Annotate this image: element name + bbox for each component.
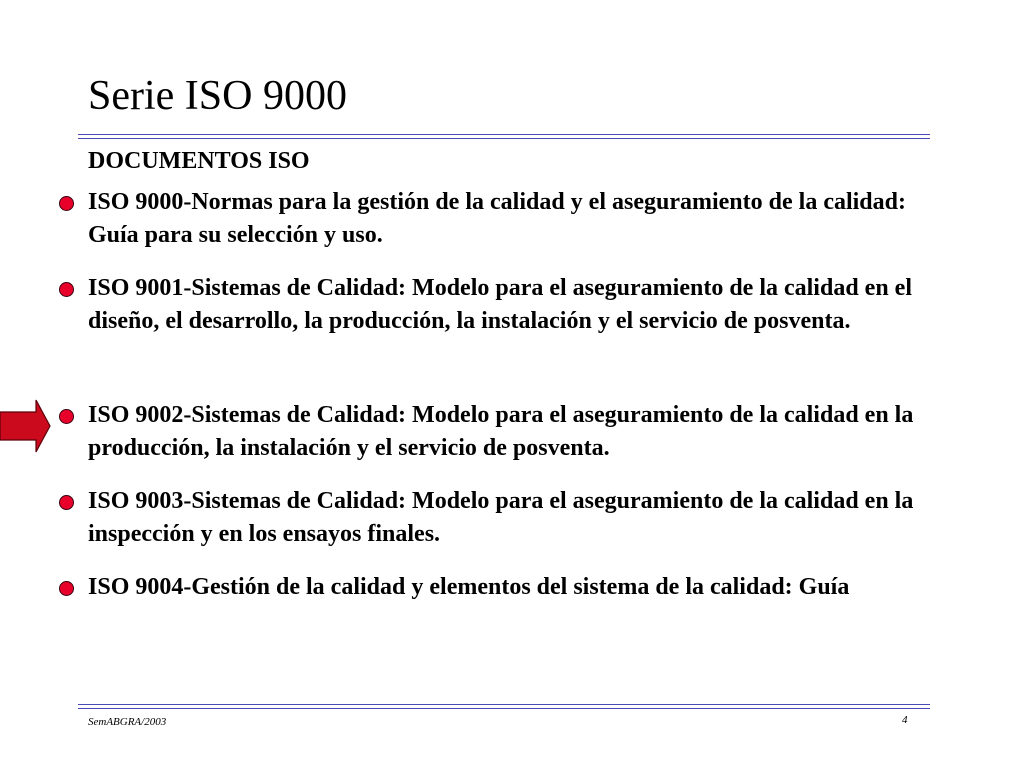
list-item-text: ISO 9004-Gestión de la calidad y elementos del sistema de la calidad: Guía xyxy=(88,574,850,600)
list-item-text: ISO 9001-Sistemas de Calidad: Modelo para el aseguramiento de la calidad en el diseño, el desarrollo, la producción, la instalación y el servicio de posventa. xyxy=(88,275,912,334)
right-arrow-icon xyxy=(0,398,52,454)
bullet-icon xyxy=(59,495,74,510)
page-number: 4 xyxy=(902,714,908,726)
list-item-iso-9001 xyxy=(88,272,918,338)
footer-credit: SemABGRA/2003 xyxy=(88,716,167,728)
section-heading: DOCUMENTOS ISO xyxy=(88,148,310,174)
bullet-icon xyxy=(59,581,74,596)
list-item-iso-9002 xyxy=(88,399,918,465)
title-divider xyxy=(78,134,930,139)
list-item-text: ISO 9000-Normas para la gestión de la calidad y el aseguramiento de la calidad: Guía para su selección y uso. xyxy=(88,189,906,248)
bullet-icon xyxy=(59,409,74,424)
list-item-iso-9003 xyxy=(88,485,918,551)
list-item-text: ISO 9003-Sistemas de Calidad: Modelo para el aseguramiento de la calidad en la inspección y en los ensayos finales. xyxy=(88,488,914,547)
footer-divider xyxy=(78,704,930,709)
list-item-iso-9004 xyxy=(88,571,918,604)
bullet-icon xyxy=(59,282,74,297)
slide-title: Serie ISO 9000 xyxy=(88,73,347,119)
list-item-iso-9000 xyxy=(88,186,918,252)
list-item-text: ISO 9002-Sistemas de Calidad: Modelo para el aseguramiento de la calidad en la producción, la instalación y el servicio de posventa. xyxy=(88,402,914,461)
bullet-icon xyxy=(59,196,74,211)
